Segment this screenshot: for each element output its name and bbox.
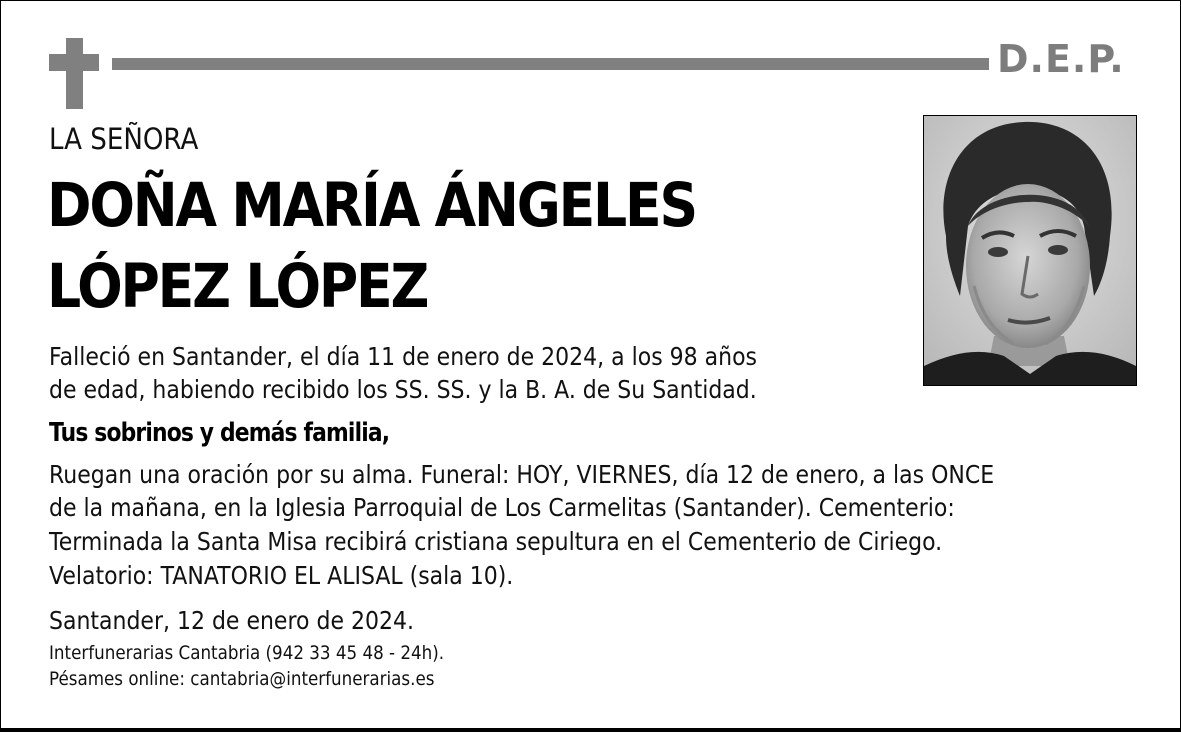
condolences-email: Pésames online: cantabria@interfunerarias.es: [49, 668, 435, 690]
request-line-4: Velatorio: TANATORIO EL ALISAL (sala 10).: [49, 561, 514, 590]
cross-icon-bar: [49, 54, 99, 71]
cross-icon: [66, 38, 83, 109]
funeral-home-contact: Interfunerarias Cantabria (942 33 45 48 - 24h).: [49, 642, 445, 664]
header-rule: [112, 58, 989, 70]
death-notice-line-1: Falleció en Santander, el día 11 de enero de 2024, a los 98 años: [49, 342, 757, 371]
death-notice-line-2: de edad, habiendo recibido los SS. SS. y la B. A. de Su Santidad.: [49, 375, 757, 404]
place-date: Santander, 12 de enero de 2024.: [49, 606, 414, 635]
intro-label: LA SEÑORA: [49, 122, 199, 156]
portrait-image: [924, 116, 1136, 385]
request-line-2: de la mañana, en la Iglesia Parroquial de Los Carmelitas (Santander). Cementerio:: [49, 493, 955, 522]
portrait-photo: [923, 115, 1137, 386]
request-line-3: Terminada la Santa Misa recibirá cristiana sepultura en el Cementerio de Ciriego.: [49, 527, 943, 556]
dep-label: D.E.P.: [997, 37, 1125, 81]
deceased-name-line-2: LÓPEZ LÓPEZ: [47, 251, 428, 322]
family-line: Tus sobrinos y demás familia,: [49, 418, 390, 448]
deceased-name-line-1: DOÑA MARÍA ÁNGELES: [47, 170, 696, 241]
request-line-1: Ruegan una oración por su alma. Funeral: HOY, VIERNES, día 12 de enero, a las ONCE: [49, 460, 995, 489]
